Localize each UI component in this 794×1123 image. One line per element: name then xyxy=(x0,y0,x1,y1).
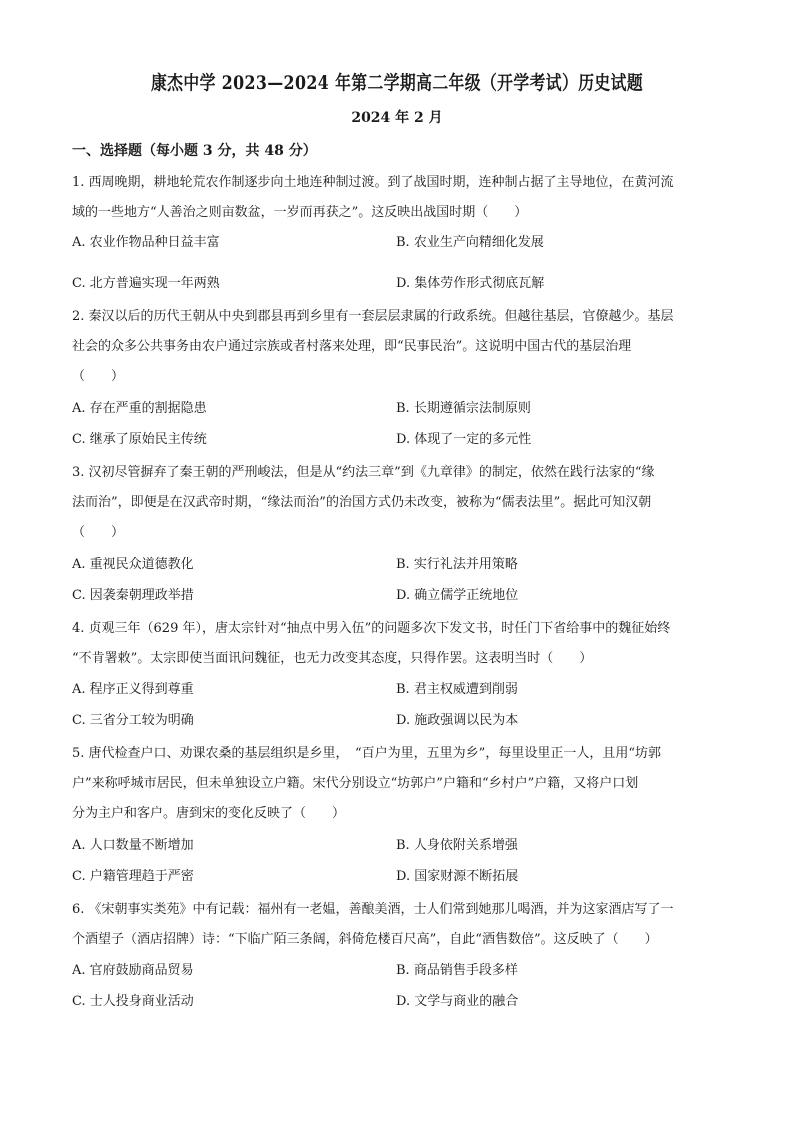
question-2-option-d[interactable]: D. 体现了一定的多元性 xyxy=(396,432,532,447)
section-heading: 一、选择题（每小题 3 分，共 48 分） xyxy=(72,143,317,159)
question-2-option-b[interactable]: B. 长期遵循宗法制原则 xyxy=(396,401,531,416)
question-4-line-1: 4. 贞观三年（629 年），唐太宗针对“抽点中男入伍”的问题多次下发文书，时任门下省给事中的魏征始终 xyxy=(72,621,671,636)
question-3-line-3: （ ） xyxy=(72,525,125,540)
question-2-option-c[interactable]: C. 继承了原始民主传统 xyxy=(72,432,207,447)
exam-date: 2024 年 2 月 xyxy=(351,110,443,126)
question-3-option-b[interactable]: B. 实行礼法并用策略 xyxy=(396,557,518,572)
question-2-line-1: 2. 秦汉以后的历代王朝从中央到郡县再到乡里有一套层层隶属的行政系统。但越往基层，官僚越少。基层 xyxy=(72,309,674,324)
question-4-line-2: “不肯署敕”。太宗即使当面讯问魏征，也无力改变其态度，只得作罢。这表明当时（ ） xyxy=(72,651,593,666)
question-6-option-c[interactable]: C. 士人投身商业活动 xyxy=(72,994,194,1009)
question-4-option-a[interactable]: A. 程序正义得到尊重 xyxy=(72,682,194,697)
question-4-option-b[interactable]: B. 君主权威遭到削弱 xyxy=(396,682,518,697)
exam-title: 康杰中学 2023—2024 年第二学期高二年级（开学考试）历史试题 xyxy=(150,72,644,94)
question-3-option-a[interactable]: A. 重视民众道德教化 xyxy=(72,557,194,572)
question-1-option-a[interactable]: A. 农业作物品种日益丰富 xyxy=(72,235,220,250)
question-3-option-c[interactable]: C. 因袭秦朝理政举措 xyxy=(72,588,194,603)
question-4-option-d[interactable]: D. 施政强调以民为本 xyxy=(396,713,519,728)
question-6-option-b[interactable]: B. 商品销售手段多样 xyxy=(396,963,518,978)
question-2-line-2: 社会的众多公共事务由农户通过宗族或者村落来处理，即“民事民治”。这说明中国古代的基层治理 xyxy=(72,339,632,354)
question-6-option-a[interactable]: A. 官府鼓励商品贸易 xyxy=(72,963,194,978)
question-3-option-d[interactable]: D. 确立儒学正统地位 xyxy=(396,588,519,603)
question-5-line-3: 分为主户和客户。唐到宋的变化反映了（ ） xyxy=(72,806,346,821)
question-2-option-a[interactable]: A. 存在严重的割据隐患 xyxy=(72,401,207,416)
question-4-option-c[interactable]: C. 三省分工较为明确 xyxy=(72,713,194,728)
question-5-option-a[interactable]: A. 人口数量不断增加 xyxy=(72,838,194,853)
question-6-option-d[interactable]: D. 文学与商业的融合 xyxy=(396,994,519,1009)
question-1-option-c[interactable]: C. 北方普遍实现一年两熟 xyxy=(72,276,220,291)
question-3-line-2: 法而治”，即便是在汉武帝时期，“缘法而治”的治国方式仍未改变，被称为“儒表法里”。据此可知汉朝 xyxy=(72,495,652,510)
question-5-option-d[interactable]: D. 国家财源不断拓展 xyxy=(396,869,519,884)
question-6-line-2: 个酒望子（酒店招牌）诗：“下临广陌三条阔，斜倚危楼百尺高”，自此“酒售数倍”。这反映了（ ） xyxy=(72,932,658,947)
question-3-line-1: 3. 汉初尽管摒弃了秦王朝的严刑峻法，但是从“约法三章”到《九章律》的制定，依然在践行法家的“缘 xyxy=(72,465,655,480)
question-5-line-1: 5. 唐代检查户口、劝课农桑的基层组织是乡里， “百户为里，五里为乡”，每里设里正一人，且用“坊郭 xyxy=(72,746,661,761)
question-6-line-1: 6. 《宋朝事实类苑》中有记载：福州有一老媪，善酿美酒，士人们常到她那儿喝酒，并为这家酒店写了一 xyxy=(72,902,674,917)
question-1-line-1: 1. 西周晚期，耕地轮荒农作制逐步向土地连种制过渡。到了战国时期，连种制占据了主导地位，在黄河流 xyxy=(72,175,674,190)
question-1-option-b[interactable]: B. 农业生产向精细化发展 xyxy=(396,235,544,250)
question-1-option-d[interactable]: D. 集体劳作形式彻底瓦解 xyxy=(396,276,545,291)
question-1-line-2: 域的一些地方“人善治之则亩数盆，一岁而再获之”。这反映出战国时期（ ） xyxy=(72,205,528,220)
question-5-line-2: 户”来称呼城市居民，但未单独设立户籍。宋代分别设立“坊郭户”户籍和“乡村户”户籍，又将户口划 xyxy=(72,776,639,791)
question-5-option-c[interactable]: C. 户籍管理趋于严密 xyxy=(72,869,194,884)
question-5-option-b[interactable]: B. 人身依附关系增强 xyxy=(396,838,518,853)
question-2-line-3: （ ） xyxy=(72,369,125,384)
